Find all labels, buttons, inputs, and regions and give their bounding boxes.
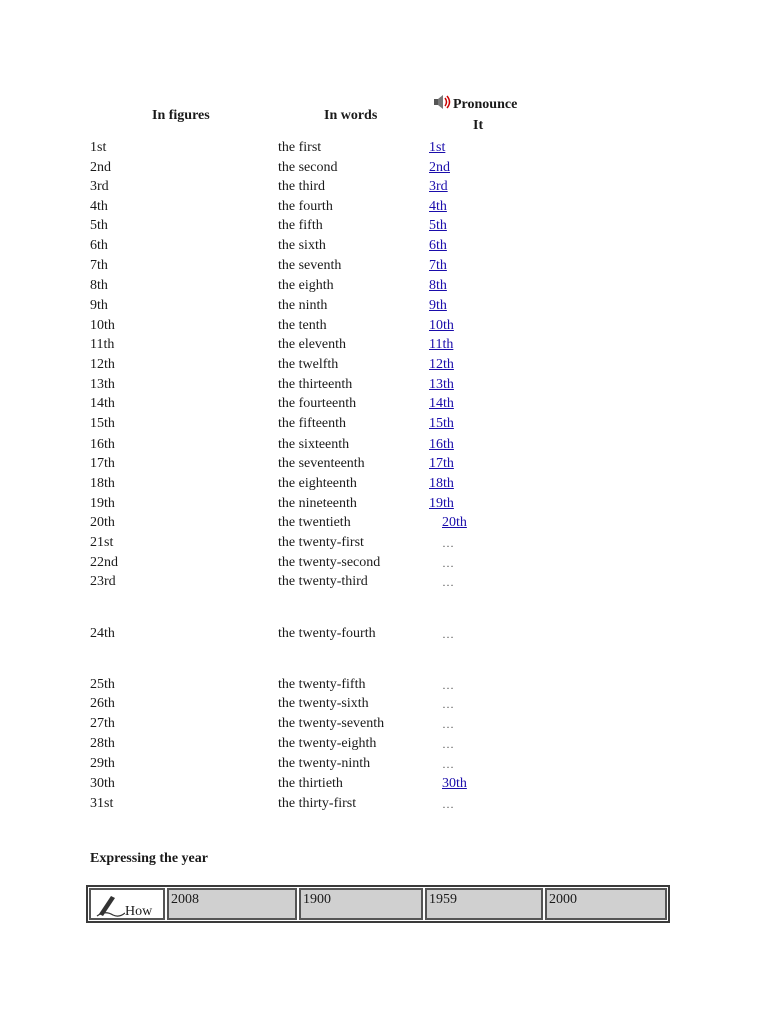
figure-cell: 3rd — [90, 179, 109, 194]
figure-cell: 22nd — [90, 555, 118, 570]
words-cell: the eleventh — [278, 337, 347, 352]
pronounce-link[interactable]: 16th — [429, 437, 454, 452]
words-cell: the nineteenth — [278, 496, 357, 511]
pronounce-link[interactable]: 4th — [429, 199, 447, 214]
table-row — [0, 138, 768, 158]
figure-cell: 19th — [90, 496, 115, 511]
words-cell: the sixteenth — [278, 437, 350, 452]
pronounce-placeholder: … — [442, 757, 454, 771]
table-row — [0, 734, 768, 754]
pronounce-placeholder: … — [442, 697, 454, 711]
pronounce-placeholder: … — [442, 536, 454, 550]
table-row — [0, 158, 768, 178]
figure-cell: 9th — [90, 298, 108, 313]
words-cell: the twelfth — [278, 357, 339, 372]
table-row — [0, 276, 768, 296]
figure-cell: 20th — [90, 515, 115, 530]
table-row — [0, 454, 768, 474]
figure-cell: 30th — [90, 776, 115, 791]
pronounce-placeholder: … — [442, 717, 454, 731]
words-cell: the twenty-ninth — [278, 756, 371, 771]
pronounce-placeholder: … — [442, 556, 454, 570]
figure-cell: 24th — [90, 626, 115, 641]
table-row — [0, 355, 768, 375]
pronounce-link[interactable]: 2nd — [429, 160, 450, 175]
words-cell: the third — [278, 179, 326, 194]
table-row — [0, 754, 768, 774]
figure-cell: 27th — [90, 716, 115, 731]
table-row — [0, 335, 768, 355]
figure-cell: 11th — [90, 337, 115, 352]
figure-cell: 8th — [90, 278, 108, 293]
pronounce-placeholder: … — [442, 627, 454, 641]
pen-icon — [95, 892, 125, 923]
words-cell: the twenty-fifth — [278, 677, 366, 692]
figure-cell: 25th — [90, 677, 115, 692]
words-cell: the fourth — [278, 199, 333, 214]
table-row — [0, 296, 768, 316]
words-cell: the twenty-second — [278, 555, 381, 570]
table-row — [0, 714, 768, 734]
pronounce-link[interactable]: 6th — [429, 238, 447, 253]
table-row — [0, 513, 768, 533]
table-row — [0, 553, 768, 573]
figure-cell: 13th — [90, 377, 115, 392]
words-cell: the fifth — [278, 218, 323, 233]
year-cell: 1900 — [299, 888, 423, 920]
speaker-icon[interactable] — [433, 94, 453, 116]
words-cell: the second — [278, 160, 338, 175]
table-row — [0, 675, 768, 695]
table-row — [0, 177, 768, 197]
header-in-figures: In figures — [152, 108, 210, 123]
pronounce-placeholder: … — [442, 797, 454, 811]
pronounce-placeholder: … — [442, 575, 454, 589]
pronounce-link[interactable]: 13th — [429, 377, 454, 392]
figure-cell: 5th — [90, 218, 108, 233]
pronounce-link[interactable]: 30th — [442, 776, 467, 791]
year-cell: 2008 — [167, 888, 297, 920]
figure-cell: 14th — [90, 396, 115, 411]
table-row — [0, 256, 768, 276]
words-cell: the thirty-first — [278, 796, 357, 811]
how-label: How — [125, 904, 153, 919]
words-cell: the fourteenth — [278, 396, 357, 411]
words-cell: the fifteenth — [278, 416, 347, 431]
pronounce-link[interactable]: 9th — [429, 298, 447, 313]
pronounce-link[interactable]: 19th — [429, 496, 454, 511]
words-cell: the ninth — [278, 298, 328, 313]
figure-cell: 12th — [90, 357, 115, 372]
table-row — [0, 316, 768, 336]
table-row — [0, 236, 768, 256]
pronounce-placeholder: … — [442, 737, 454, 751]
figure-cell: 21st — [90, 535, 114, 550]
header-in-words: In words — [324, 108, 378, 123]
pronounce-link[interactable]: 14th — [429, 396, 454, 411]
figure-cell: 10th — [90, 318, 115, 333]
table-row — [0, 572, 768, 592]
table-row — [0, 474, 768, 494]
figure-cell: 17th — [90, 456, 115, 471]
table-row — [0, 375, 768, 395]
figure-cell: 31st — [90, 796, 114, 811]
figure-cell: 28th — [90, 736, 115, 751]
pronounce-link[interactable]: 7th — [429, 258, 447, 273]
table-row — [0, 624, 768, 644]
pronounce-link[interactable]: 8th — [429, 278, 447, 293]
figure-cell: 18th — [90, 476, 115, 491]
figure-cell: 16th — [90, 437, 115, 452]
header-pronounce — [433, 94, 533, 135]
pronounce-link[interactable]: 15th — [429, 416, 454, 431]
words-cell: the twenty-seventh — [278, 716, 385, 731]
words-cell: the twenty-third — [278, 574, 368, 589]
words-cell: the eighteenth — [278, 476, 357, 491]
table-row — [0, 394, 768, 414]
table-row — [0, 435, 768, 455]
words-cell: the twenty-fourth — [278, 626, 376, 641]
words-cell: the twenty-eighth — [278, 736, 377, 751]
year-table — [86, 885, 670, 923]
figure-cell: 26th — [90, 696, 115, 711]
how-cell[interactable] — [89, 888, 165, 920]
pronounce-link[interactable]: 20th — [442, 515, 467, 530]
table-row — [0, 774, 768, 794]
pronounce-link[interactable]: 18th — [429, 476, 454, 491]
table-row — [0, 694, 768, 714]
pronounce-link[interactable]: 1st — [429, 140, 446, 155]
figure-cell: 4th — [90, 199, 108, 214]
table-row — [0, 414, 768, 434]
pronounce-link[interactable]: 17th — [429, 456, 454, 471]
words-cell: the thirteenth — [278, 377, 353, 392]
pronounce-placeholder: … — [442, 678, 454, 692]
words-cell: the twentieth — [278, 515, 351, 530]
words-cell: the sixth — [278, 238, 326, 253]
words-cell: the twenty-sixth — [278, 696, 369, 711]
words-cell: the thirtieth — [278, 776, 343, 791]
table-row — [0, 533, 768, 553]
table-row — [0, 216, 768, 236]
pronounce-link[interactable]: 12th — [429, 357, 454, 372]
figure-cell: 6th — [90, 238, 108, 253]
table-row — [0, 197, 768, 217]
figure-cell: 29th — [90, 756, 115, 771]
year-cell: 2000 — [545, 888, 667, 920]
pronounce-label: Pronounce — [453, 97, 518, 112]
figure-cell: 15th — [90, 416, 115, 431]
pronounce-link[interactable]: 10th — [429, 318, 454, 333]
figure-cell: 7th — [90, 258, 108, 273]
table-row — [0, 494, 768, 514]
words-cell: the seventeenth — [278, 456, 365, 471]
year-section-title: Expressing the year — [90, 851, 208, 866]
figure-cell: 2nd — [90, 160, 111, 175]
pronounce-link[interactable]: 3rd — [429, 179, 448, 194]
pronounce-link[interactable]: 5th — [429, 218, 447, 233]
year-cell: 1959 — [425, 888, 543, 920]
words-cell: the twenty-first — [278, 535, 364, 550]
figure-cell: 1st — [90, 140, 107, 155]
words-cell: the tenth — [278, 318, 327, 333]
pronounce-link[interactable]: 11th — [429, 337, 454, 352]
words-cell: the seventh — [278, 258, 342, 273]
figure-cell: 23rd — [90, 574, 116, 589]
words-cell: the first — [278, 140, 322, 155]
pronounce-label-it: It — [473, 118, 484, 133]
table-row — [0, 794, 768, 814]
words-cell: the eighth — [278, 278, 334, 293]
